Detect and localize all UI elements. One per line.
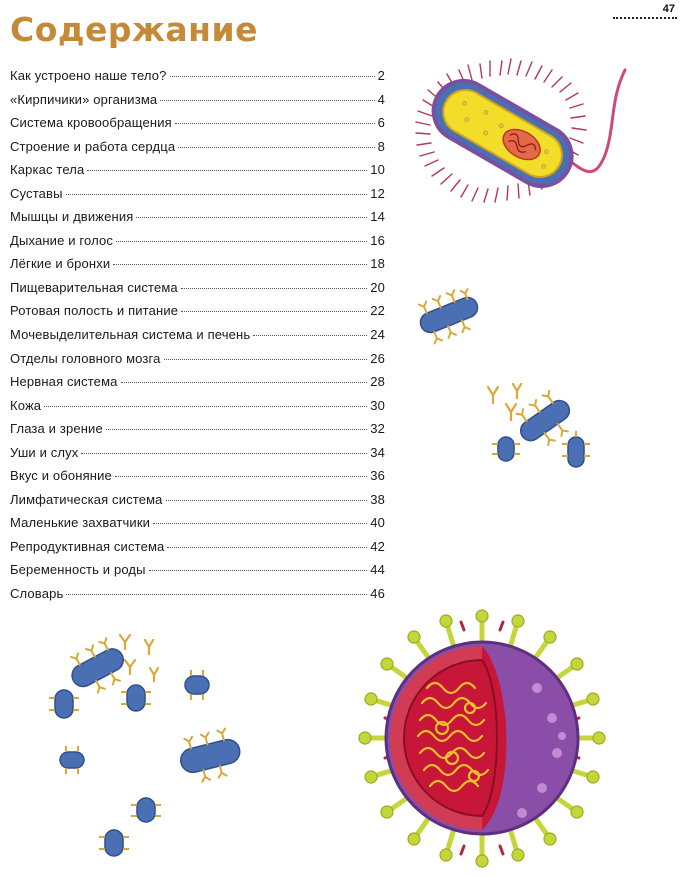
- toc-leader-dots: [253, 335, 367, 336]
- toc-entry-title: Ротовая полость и питание: [10, 303, 179, 319]
- toc-leader-dots: [175, 123, 375, 124]
- toc-entry[interactable]: [10, 64, 385, 88]
- toc-entry-page: 34: [370, 444, 385, 460]
- small-bacteria-cluster: [45, 630, 255, 865]
- toc-entry-page: 4: [377, 91, 385, 107]
- toc-entry-title: Лёгкие и бронхи: [10, 256, 111, 272]
- toc-entry-title: Отделы головного мозга: [10, 350, 161, 366]
- toc-entry-title: «Кирпичики» организма: [10, 91, 158, 107]
- toc-entry[interactable]: [10, 558, 385, 582]
- toc-entry[interactable]: [10, 417, 385, 441]
- toc-entry[interactable]: [10, 323, 385, 347]
- toc-entry[interactable]: [10, 252, 385, 276]
- toc-entry[interactable]: [10, 111, 385, 135]
- toc-entry[interactable]: [10, 205, 385, 229]
- toc-entry-page: 20: [370, 279, 385, 295]
- toc-leader-dots: [81, 453, 367, 454]
- toc-leader-dots: [113, 264, 367, 265]
- toc-leader-dots: [136, 217, 367, 218]
- toc-entry[interactable]: [10, 370, 385, 394]
- toc-entry-page: 26: [370, 350, 385, 366]
- toc-entry-page: 2: [377, 68, 385, 83]
- toc-leader-dots: [178, 147, 374, 148]
- toc-leader-dots: [167, 547, 367, 548]
- toc-entry[interactable]: [10, 135, 385, 159]
- toc-entry-title: Дыхание и голос: [10, 232, 113, 248]
- toc-entry-title: Глаза и зрение: [10, 421, 103, 437]
- toc-entry-page: 12: [370, 185, 385, 201]
- toc-entry-page: 42: [370, 538, 385, 554]
- page-number: 47: [662, 3, 675, 15]
- toc-entry-title: Строение и работа сердца: [10, 138, 176, 154]
- toc-entry-page: 6: [377, 115, 385, 131]
- toc-entry-title: Мышцы и движения: [10, 209, 134, 225]
- toc-entry-page: 14: [370, 209, 385, 225]
- page-number-divider: [613, 17, 677, 19]
- toc-entry[interactable]: [10, 276, 385, 300]
- toc-entry-title: Как устроено наше тело?: [10, 68, 167, 83]
- toc-entry-page: 36: [370, 468, 385, 484]
- toc-entry-page: 18: [370, 256, 385, 272]
- page-title: Содержание: [10, 10, 258, 49]
- toc-entry[interactable]: [10, 88, 385, 112]
- toc-entry-page: 38: [370, 491, 385, 507]
- toc-entry-page: 44: [370, 562, 385, 578]
- antibody-bacteria-cluster: [478, 382, 598, 477]
- toc-entry-title: Маленькие захватчики: [10, 515, 151, 531]
- toc-leader-dots: [149, 570, 368, 571]
- toc-entry-page: 46: [370, 586, 385, 602]
- small-bacterium-illustration: [414, 288, 484, 343]
- toc-entry[interactable]: [10, 535, 385, 559]
- toc-leader-dots: [66, 194, 368, 195]
- toc-entry[interactable]: [10, 441, 385, 465]
- toc-entry[interactable]: [10, 347, 385, 371]
- toc-leader-dots: [121, 382, 368, 383]
- toc-entry[interactable]: [10, 299, 385, 323]
- toc-entry-page: 32: [370, 421, 385, 437]
- toc-entry-title: Мочевыделительная система и печень: [10, 327, 251, 343]
- toc-leader-dots: [181, 311, 367, 312]
- toc-entry[interactable]: [10, 464, 385, 488]
- toc-leader-dots: [166, 500, 368, 501]
- toc-entry[interactable]: [10, 582, 385, 606]
- toc-entry-page: 16: [370, 232, 385, 248]
- toc-leader-dots: [87, 170, 367, 171]
- toc-entry-page: 22: [370, 303, 385, 319]
- toc-entry-page: 30: [370, 397, 385, 413]
- toc-entry-title: Беременность и роды: [10, 562, 146, 578]
- toc-entry-title: Вкус и обоняние: [10, 468, 112, 484]
- toc-entry-page: 8: [377, 138, 385, 154]
- toc-entry-page: 40: [370, 515, 385, 531]
- toc-leader-dots: [153, 523, 367, 524]
- toc-entry[interactable]: [10, 511, 385, 535]
- toc-entry-title: Пищеварительная система: [10, 279, 178, 295]
- toc-entry[interactable]: [10, 158, 385, 182]
- virus-cross-section-illustration: [352, 608, 612, 870]
- toc-entry-page: 28: [370, 374, 385, 390]
- toc-leader-dots: [115, 476, 367, 477]
- toc-entry-title: Система кровообращения: [10, 115, 172, 131]
- toc-leader-dots: [164, 359, 368, 360]
- toc-leader-dots: [116, 241, 367, 242]
- toc-leader-dots: [160, 100, 374, 101]
- toc-entry-title: Кожа: [10, 397, 42, 413]
- toc-leader-dots: [106, 429, 367, 430]
- toc-leader-dots: [66, 594, 367, 595]
- toc-entry-title: Словарь: [10, 586, 64, 602]
- toc-entry-title: Уши и слух: [10, 444, 79, 460]
- toc-entry[interactable]: [10, 394, 385, 418]
- toc-entry-page: 10: [370, 162, 385, 178]
- toc-entry-page: 24: [370, 327, 385, 343]
- toc-entry-title: Репродуктивная система: [10, 538, 165, 554]
- toc-leader-dots: [181, 288, 367, 289]
- toc-entry[interactable]: [10, 182, 385, 206]
- toc-leader-dots: [44, 406, 367, 407]
- table-of-contents: [10, 64, 385, 606]
- toc-entry[interactable]: [10, 229, 385, 253]
- toc-entry-title: Нервная система: [10, 374, 118, 390]
- toc-entry-title: Лимфатическая система: [10, 491, 163, 507]
- toc-entry-title: Суставы: [10, 185, 63, 201]
- toc-entry-title: Каркас тела: [10, 162, 85, 178]
- bacterium-illustration: [410, 60, 640, 220]
- toc-leader-dots: [170, 76, 375, 77]
- toc-entry[interactable]: [10, 488, 385, 512]
